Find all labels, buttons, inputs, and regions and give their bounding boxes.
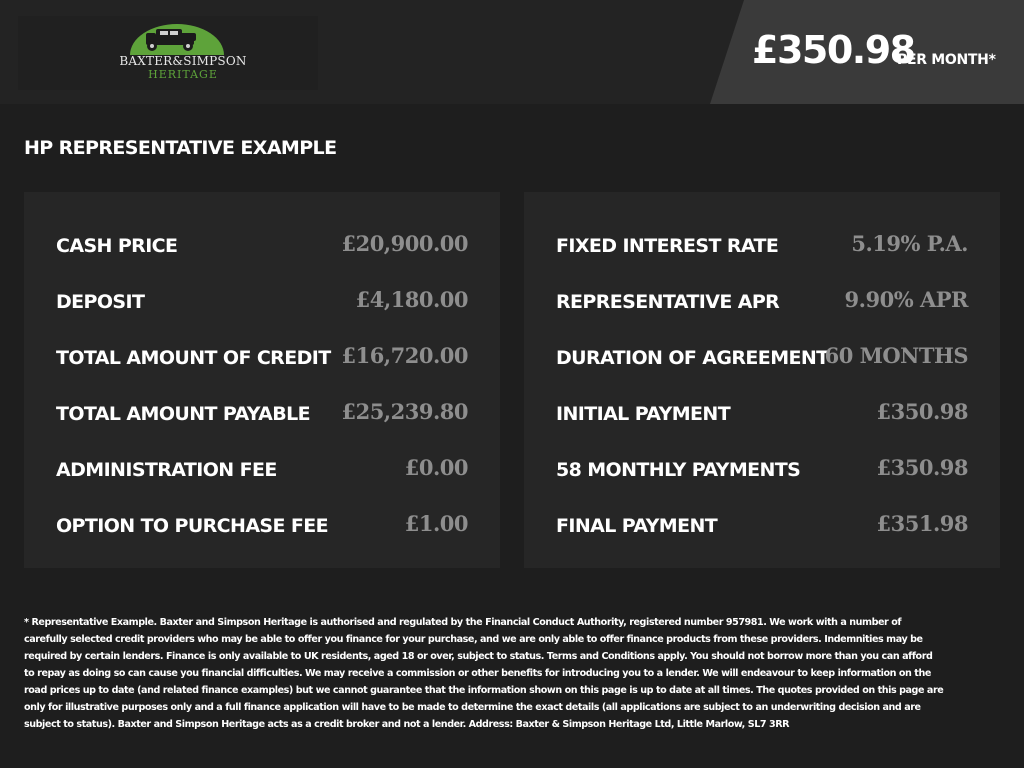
- finance-card-right: [524, 192, 1000, 568]
- row-label: REPRESENTATIVE APR: [556, 291, 780, 313]
- finance-row-deposit: [56, 282, 468, 318]
- row-value: £351.98: [876, 511, 968, 536]
- finance-row-final-payment: [556, 506, 968, 542]
- row-value: 9.90% APR: [844, 287, 968, 312]
- finance-row-admin-fee: [56, 450, 468, 486]
- finance-row-cash-price: [56, 226, 468, 262]
- row-value: £16,720.00: [341, 343, 468, 368]
- row-value: £20,900.00: [341, 231, 468, 256]
- per-month-label: PER MONTH*: [897, 52, 996, 68]
- finance-row-interest-rate: [556, 226, 968, 262]
- row-value: £4,180.00: [355, 287, 468, 312]
- row-label: TOTAL AMOUNT PAYABLE: [56, 403, 310, 425]
- row-label: TOTAL AMOUNT OF CREDIT: [56, 347, 331, 369]
- logo-wordmark: BAXTER&SIMPSON: [119, 54, 247, 68]
- row-value: £1.00: [404, 511, 468, 536]
- monthly-price: £350.98: [752, 28, 915, 72]
- finance-card-left: [24, 192, 500, 568]
- vintage-car-logo-icon: [124, 23, 230, 55]
- finance-row-apr: [556, 282, 968, 318]
- logo-subtitle: HERITAGE: [148, 68, 218, 81]
- row-label: FINAL PAYMENT: [556, 515, 718, 537]
- row-value: 60 MONTHS: [824, 343, 968, 368]
- finance-disclaimer: * Representative Example. Baxter and Simpson Heritage is authorised and regulated by the Financial Conduct Authority, registered number 957981. We work with a number of carefully selected credit providers who may be able to offer you finance for your purchase, and we are only able to offer finance products from these providers. Indemnities may be required by certain lenders. Finance is only available to UK residents, aged 18 or over, subject to status. Terms and Conditions apply. You should not borrow more than you can afford to repay as doing so can cause you financial difficulties. We may receive a commission or other benefits for introducing you to a lender. We will endeavour to keep information on the road prices up to date (and related finance examples) but we cannot guarantee that the information shown on this page is up to date at all times. The quotes provided on this page are only for illustrative purposes only and a full finance application will have to be made to determine the exact details (all applications are subject to an underwriting decision and are subject to status). Baxter and Simpson Heritage acts as a credit broker and not a lender. Address: Baxter & Simpson Heritage Ltd, Little Marlow, SL7 3RR: [24, 617, 944, 730]
- row-value: £0.00: [404, 455, 468, 480]
- finance-row-total-payable: [56, 394, 468, 430]
- row-label: ADMINISTRATION FEE: [56, 459, 277, 481]
- row-label: CASH PRICE: [56, 235, 178, 257]
- row-value: £350.98: [876, 455, 968, 480]
- row-label: INITIAL PAYMENT: [556, 403, 731, 425]
- row-value: £350.98: [876, 399, 968, 424]
- section-title: HP REPRESENTATIVE EXAMPLE: [24, 137, 337, 159]
- row-value: 5.19% P.A.: [851, 231, 968, 256]
- row-value: £25,239.80: [341, 399, 468, 424]
- row-label: 58 MONTHLY PAYMENTS: [556, 459, 801, 481]
- dealer-logo[interactable]: [18, 16, 318, 90]
- row-label: DURATION OF AGREEMENT: [556, 347, 829, 369]
- row-label: DEPOSIT: [56, 291, 145, 313]
- finance-row-option-fee: [56, 506, 468, 542]
- row-label: OPTION TO PURCHASE FEE: [56, 515, 329, 537]
- finance-row-total-credit: [56, 338, 468, 374]
- row-label: FIXED INTEREST RATE: [556, 235, 779, 257]
- finance-row-initial-payment: [556, 394, 968, 430]
- finance-row-duration: [556, 338, 968, 374]
- finance-row-monthly-payments: [556, 450, 968, 486]
